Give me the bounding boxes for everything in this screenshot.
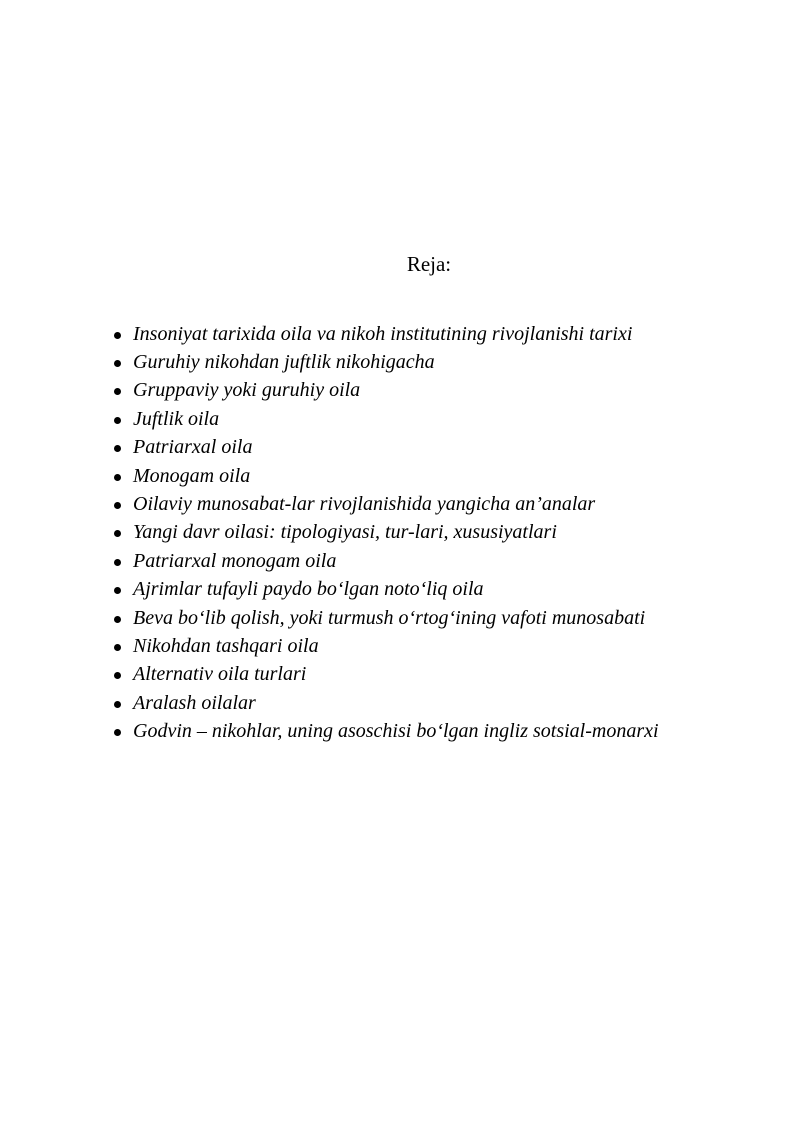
list-item xyxy=(114,547,659,575)
bullet-dot-icon xyxy=(114,559,121,566)
bullet-dot-icon xyxy=(114,388,121,395)
list-item xyxy=(114,377,659,405)
list-item xyxy=(114,462,659,490)
list-item-text: Ajrimlar tufayli paydo bo‘lgan noto‘liq oila xyxy=(133,578,484,601)
list-item xyxy=(114,434,659,462)
list-item-text: Aralash oilalar xyxy=(133,691,256,714)
list-item-text: Juftlik oila xyxy=(133,407,220,430)
list-item xyxy=(114,405,659,433)
bullet-dot-icon xyxy=(114,530,121,537)
plan-list xyxy=(114,320,659,746)
list-item-text: Insoniyat tarixida oila va nikoh institutining rivojlanishi tarixi xyxy=(133,322,633,345)
bullet-dot-icon xyxy=(114,474,121,481)
list-item-text: Patriarxal oila xyxy=(133,436,253,459)
list-item xyxy=(114,576,659,604)
list-item xyxy=(114,490,659,518)
bullet-dot-icon xyxy=(114,616,121,623)
bullet-dot-icon xyxy=(114,672,121,679)
bullet-dot-icon xyxy=(114,729,121,736)
list-item-text: Beva bo‘lib qolish, yoki turmush o‘rtog‘ining vafoti munosabati xyxy=(133,606,646,629)
list-item xyxy=(114,661,659,689)
list-item-text: Godvin – nikohlar, uning asoschisi bo‘lgan ingliz sotsial-monarxi xyxy=(133,720,659,743)
list-item xyxy=(114,717,659,745)
list-item-text: Patriarxal monogam oila xyxy=(133,549,337,572)
list-item xyxy=(114,632,659,660)
page-title: Reja: xyxy=(406,252,452,276)
list-item-text: Monogam oila xyxy=(133,464,251,487)
list-item xyxy=(114,348,659,376)
list-item-text: Gruppaviy yoki guruhiy oila xyxy=(133,379,361,402)
bullet-dot-icon xyxy=(114,644,121,651)
list-item xyxy=(114,604,659,632)
bullet-dot-icon xyxy=(114,417,121,424)
list-item xyxy=(114,689,659,717)
list-item-text: Nikohdan tashqari oila xyxy=(133,634,319,657)
bullet-dot-icon xyxy=(114,332,121,339)
bullet-dot-icon xyxy=(114,502,121,509)
bullet-dot-icon xyxy=(114,701,121,708)
list-item-text: Oilaviy munosabat-lar rivojlanishida yangicha an’analar xyxy=(133,493,596,516)
bullet-dot-icon xyxy=(114,445,121,452)
list-item-text: Guruhiy nikohdan juftlik nikohigacha xyxy=(133,351,435,374)
list-item-text: Yangi davr oilasi: tipologiyasi, tur-lari, xususiyatlari xyxy=(133,521,557,544)
list-item xyxy=(114,320,659,348)
list-item xyxy=(114,519,659,547)
bullet-dot-icon xyxy=(114,587,121,594)
bullet-dot-icon xyxy=(114,360,121,367)
list-item-text: Alternativ oila turlari xyxy=(133,663,307,686)
